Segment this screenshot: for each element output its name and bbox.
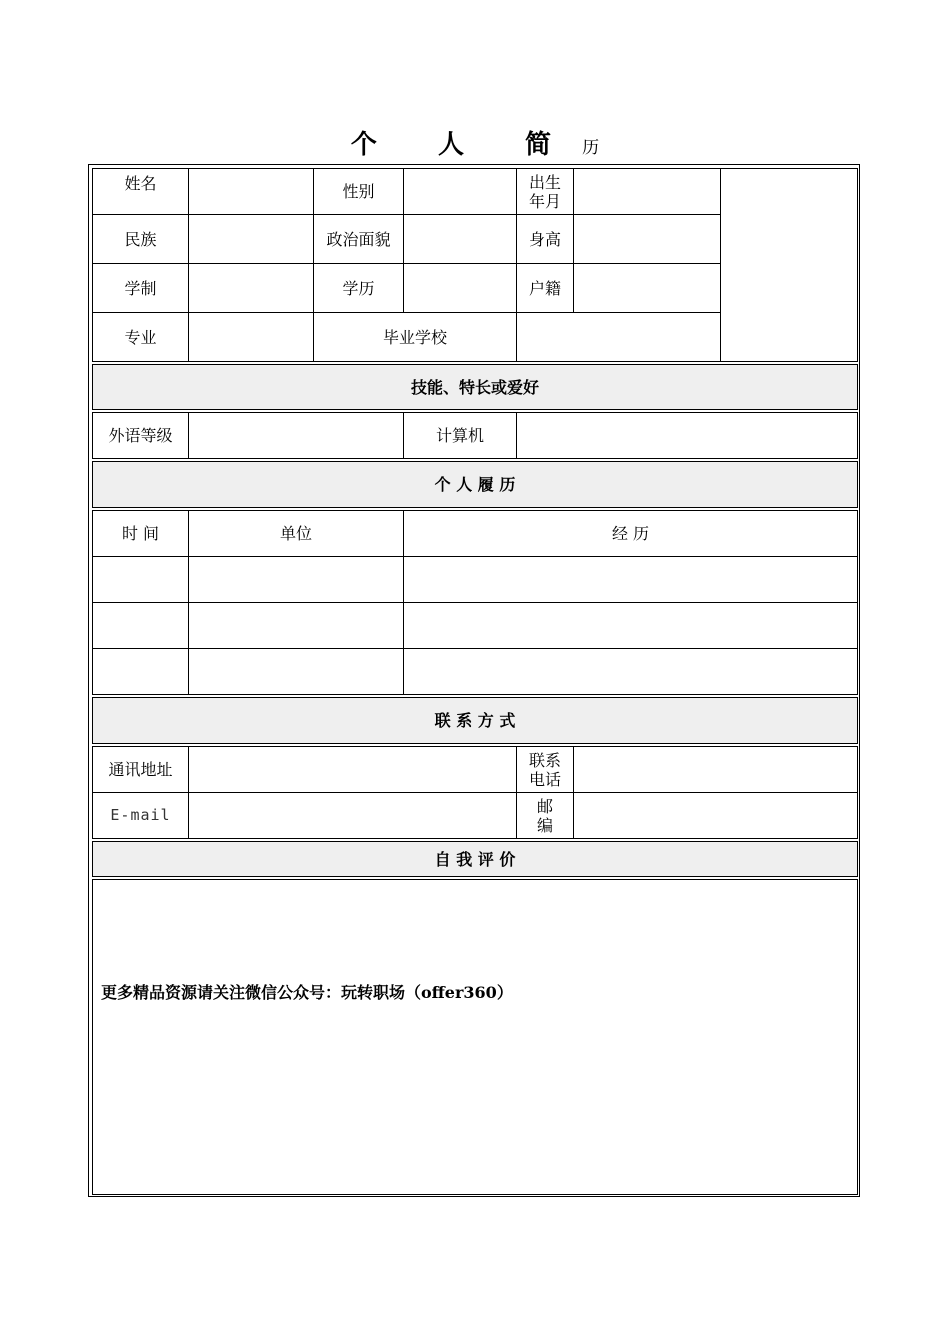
col-time-header: 时 间	[92, 510, 189, 557]
hukou-field[interactable]	[573, 263, 721, 313]
self-eval-field[interactable]	[92, 879, 858, 1195]
address-field[interactable]	[188, 746, 517, 793]
history-exp-cell[interactable]	[403, 556, 858, 603]
address-label: 通讯地址	[92, 746, 189, 793]
education-field[interactable]	[403, 263, 517, 313]
page-title	[0, 124, 950, 161]
history-exp-cell[interactable]	[403, 648, 858, 695]
history-time-cell[interactable]	[92, 556, 189, 603]
birth-label: 出生 年月	[516, 168, 574, 215]
school-label: 毕业学校	[313, 312, 517, 362]
history-exp-cell[interactable]	[403, 602, 858, 649]
schooling-label: 学制	[92, 263, 189, 313]
gender-field[interactable]	[403, 168, 517, 215]
history-unit-cell[interactable]	[188, 648, 404, 695]
photo-area[interactable]	[720, 168, 858, 362]
col-unit-header: 单位	[188, 510, 404, 557]
height-label: 身高	[516, 214, 574, 264]
major-label: 专业	[92, 312, 189, 362]
zip-label: 邮 编	[516, 792, 574, 839]
name-field[interactable]	[188, 168, 314, 215]
ethnic-label: 民族	[92, 214, 189, 264]
zip-field[interactable]	[573, 792, 858, 839]
history-unit-cell[interactable]	[188, 602, 404, 649]
email-field[interactable]	[188, 792, 517, 839]
phone-label: 联系 电话	[516, 746, 574, 793]
schooling-field[interactable]	[188, 263, 314, 313]
ethnic-field[interactable]	[188, 214, 314, 264]
contact-header: 联 系 方 式	[92, 697, 858, 744]
history-unit-cell[interactable]	[188, 556, 404, 603]
promo-notice: 更多精品资源请关注微信公众号：玩转职场（offer360）	[101, 983, 513, 1002]
phone-field[interactable]	[573, 746, 858, 793]
political-label: 政治面貌	[313, 214, 404, 264]
gender-label: 性别	[313, 168, 404, 215]
political-field[interactable]	[403, 214, 517, 264]
language-field[interactable]	[188, 412, 404, 459]
hukou-label: 户籍	[516, 263, 574, 313]
history-time-cell[interactable]	[92, 602, 189, 649]
col-exp-header: 经 历	[403, 510, 858, 557]
major-field[interactable]	[188, 312, 314, 362]
email-label: E-mail	[92, 792, 189, 839]
language-label: 外语等级	[92, 412, 189, 459]
name-label: 姓名	[92, 168, 189, 215]
title-suffix: 历	[582, 138, 600, 158]
skills-header: 技能、特长或爱好	[92, 364, 858, 410]
education-label: 学历	[313, 263, 404, 313]
self-eval-header: 自 我 评 价	[92, 841, 858, 877]
title-main: 个 人 简	[350, 130, 577, 160]
history-time-cell[interactable]	[92, 648, 189, 695]
computer-label: 计算机	[403, 412, 517, 459]
school-field[interactable]	[516, 312, 721, 362]
history-header: 个 人 履 历	[92, 461, 858, 508]
computer-field[interactable]	[516, 412, 858, 459]
height-field[interactable]	[573, 214, 721, 264]
birth-field[interactable]	[573, 168, 721, 215]
